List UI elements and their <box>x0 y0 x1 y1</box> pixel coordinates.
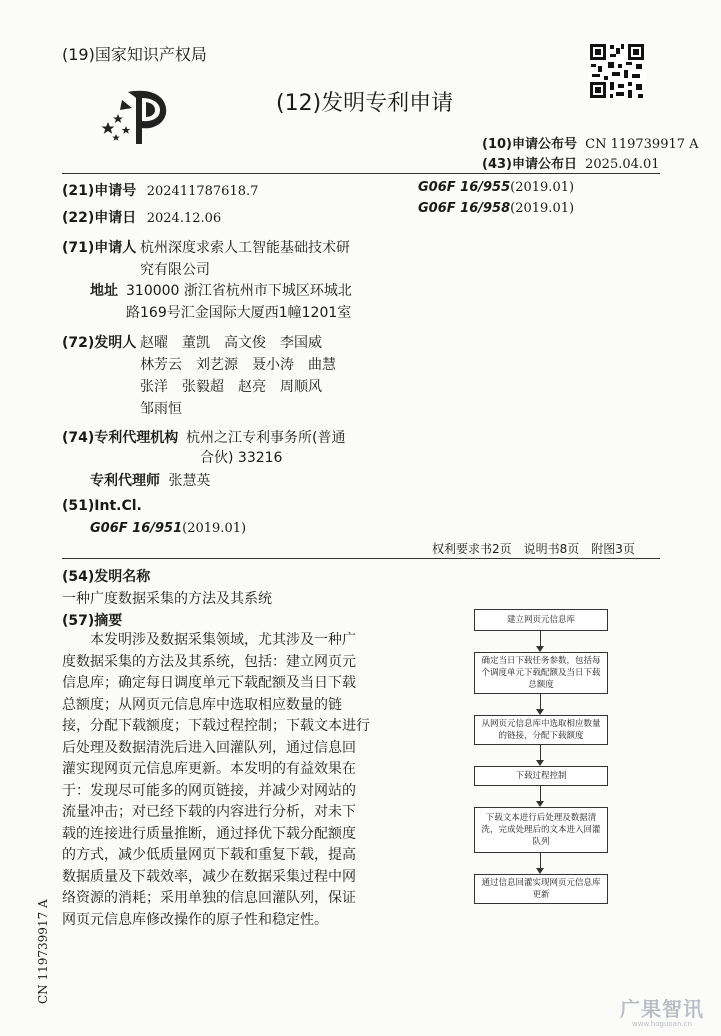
section-divider <box>62 558 660 559</box>
address-line-1: 310000 浙江省杭州市下城区环城北 <box>126 283 352 299</box>
doc-type-title: (12)发明专利申请 <box>276 91 454 116</box>
address-line-2: 路169号汇金国际大厦西1幢1201室 <box>126 305 352 321</box>
flow-connector <box>540 853 541 869</box>
flow-step-6: 通过信息回灌实现网页元信息库更新 <box>474 874 608 904</box>
flow-step-4: 下载过程控制 <box>474 766 608 786</box>
applicant-line-2: 究有限公司 <box>140 262 210 278</box>
page-counts: 权利要求书2页 说明书8页 附图3页 <box>432 542 635 556</box>
flow-connector <box>540 694 541 710</box>
abstract-line: 络资源的消耗；采用单独的信息回灌队列，保证 <box>62 890 356 906</box>
abstract-line: 灌实现网页元信息库更新。本发明的有益效果在 <box>62 761 356 777</box>
abstract-line: 度数据采集的方法及其系统，包括：建立网页元 <box>62 653 356 670</box>
abstract-text <box>62 630 467 931</box>
pub-no-value: CN 119739917 A <box>585 137 699 152</box>
abstract-line: 后处理及数据清洗后进入回灌队列，通过信息回 <box>62 739 356 756</box>
abstract-line: 信息库；确定每日调度单元下载配额及当日下载 <box>62 675 356 691</box>
abstract-line: 载的连接进行质量推断，通过择优下载分配额度 <box>62 825 356 842</box>
app-date-label: (22)申请日 <box>62 210 137 226</box>
right-class-code: G06F 16/955 <box>418 180 511 195</box>
watermark-sub: www.hoguoan.cn <box>632 1020 692 1028</box>
watermark-main: 广果智讯 <box>620 997 704 1021</box>
pub-date-value: 2025.04.01 <box>585 157 660 172</box>
inventor-line: 林芳云 刘艺源 聂小涛 曲慧 <box>140 357 336 373</box>
title-label: (54)发明名称 <box>62 569 151 585</box>
watermark <box>612 998 712 1029</box>
abstract-line: 流量冲击；对已经下载的内容进行分析，对未下 <box>62 804 356 820</box>
inventor-line: 赵曜 董凯 高文俊 李国威 <box>140 335 322 351</box>
flow-connector <box>540 745 541 761</box>
office-name: (19)国家知识产权局 <box>62 45 207 64</box>
flow-step-1: 建立网页元信息库 <box>474 609 608 631</box>
abstract-line: 总额度；从网页元信息库中选取相应数量的链 <box>62 696 342 713</box>
agency-label: (74)专利代理机构 <box>62 430 179 446</box>
inventor-label: (72)发明人 <box>62 335 137 351</box>
side-publication-number: CN 119739917 A <box>36 899 50 1004</box>
app-no-label: (21)申请号 <box>62 183 137 199</box>
flow-step-5: 下载文本进行后处理及数据清洗，完成处理后的文本进入回灌队列 <box>474 807 608 853</box>
abstract-line: 接，分配下载额度；下载过程控制；下载文本进行 <box>62 718 370 734</box>
intcl-year: (2019.01) <box>182 521 247 536</box>
abstract-line: 数据质量及下载效率，减少在数据采集过程中网 <box>62 868 356 885</box>
header-divider <box>62 173 660 174</box>
flow-step-3: 从网页元信息库中选取相应数量的链接，分配下载额度 <box>474 715 608 745</box>
abstract-line: 本发明涉及数据采集领域，尤其涉及一种广 <box>62 632 356 648</box>
qr-code-icon <box>588 42 646 100</box>
intcl-code: G06F 16/951 <box>90 521 183 536</box>
agency-line-1: 杭州之江专利事务所(普通 <box>186 430 346 446</box>
intcl-label: (51)Int.Cl. <box>62 498 142 514</box>
applicant-label: (71)申请人 <box>62 240 137 256</box>
right-class-code: G06F 16/958 <box>418 201 511 216</box>
flow-connector <box>540 786 541 802</box>
agency-line-2: 合伙) 33216 <box>200 450 283 466</box>
applicant-line-1: 杭州深度求索人工智能基础技术研 <box>140 240 350 256</box>
flow-step-2: 确定当日下载任务参数，包括每个调度单元下载配额及当日下载总额度 <box>474 652 608 694</box>
inventor-line: 邹雨恒 <box>140 401 182 417</box>
abstract-line: 于：发现尽可能多的网页链接，并减少对网站的 <box>62 782 356 799</box>
flow-connector <box>540 631 541 647</box>
address-label: 地址 <box>90 283 118 299</box>
invention-title: 一种广度数据采集的方法及其系统 <box>62 591 272 607</box>
app-no-value: 202411787618.7 <box>146 184 259 199</box>
app-date-value: 2024.12.06 <box>146 211 222 226</box>
agent-label: 专利代理师 <box>90 473 160 489</box>
right-class-year: (2019.01) <box>510 201 575 216</box>
abstract-line: 的方式，减少低质量网页下载和重复下载，提高 <box>62 847 356 863</box>
pub-date-label: (43)申请公布日 <box>482 157 577 172</box>
abstract-label: (57)摘要 <box>62 613 123 629</box>
abstract-line: 网页元信息库修改操作的原子性和稳定性。 <box>62 911 328 928</box>
pub-no-label: (10)申请公布号 <box>482 137 577 152</box>
right-class-year: (2019.01) <box>510 180 575 195</box>
inventor-line: 张洋 张毅超 赵亮 周顺风 <box>140 379 322 395</box>
agent-value: 张慧英 <box>168 473 211 489</box>
cnipa-logo-icon <box>98 88 180 146</box>
